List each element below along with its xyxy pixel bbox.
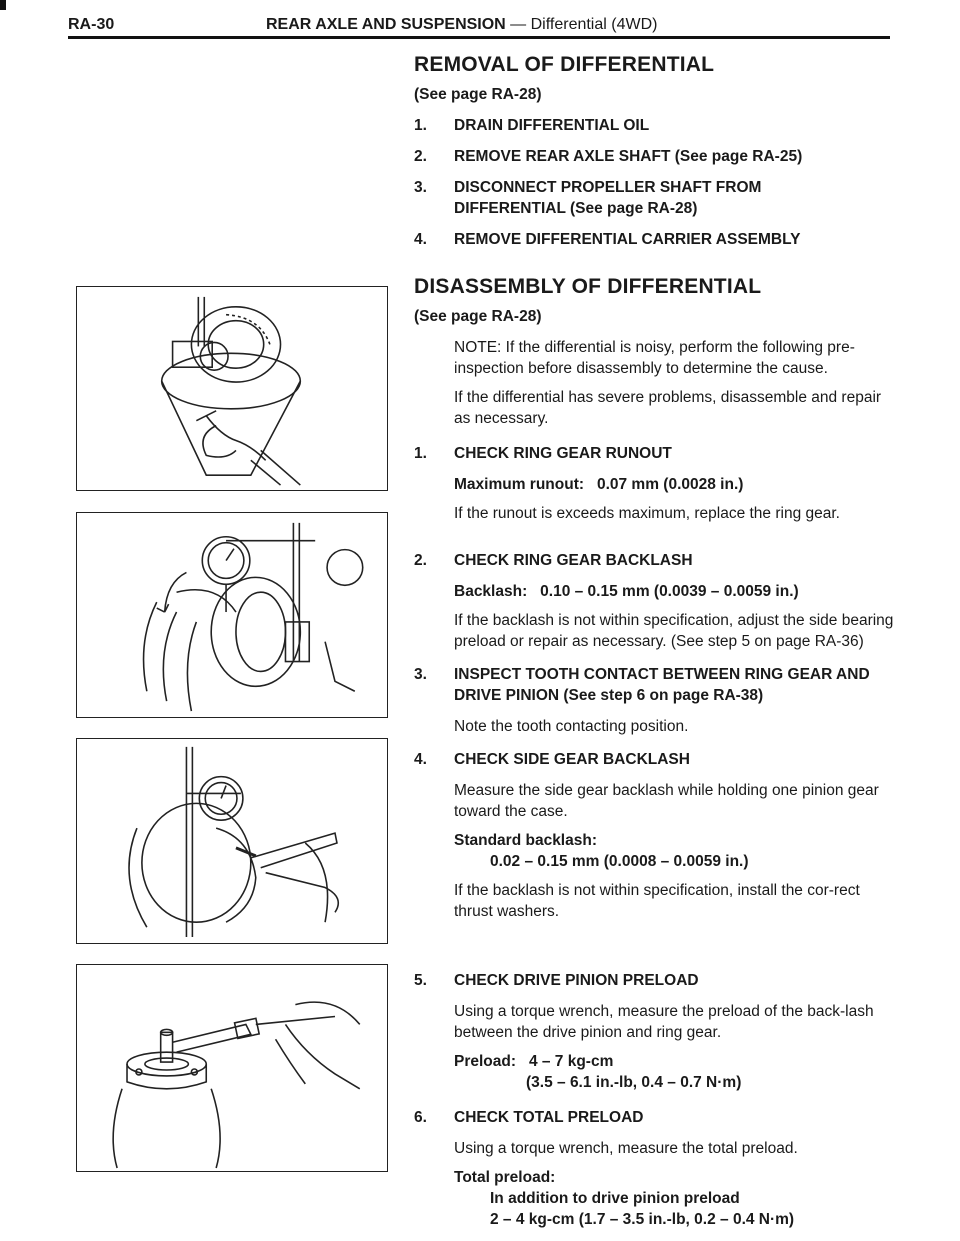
spec-value: 4 – 7 kg-cm	[528, 1053, 614, 1070]
header-rule	[68, 36, 890, 39]
removal-title: REMOVAL OF DIFFERENTIAL	[414, 53, 715, 76]
step-number: 3.	[414, 179, 427, 196]
removal-step-1	[414, 115, 894, 136]
step-number: 2.	[414, 148, 427, 165]
spec-backlash	[414, 581, 894, 602]
spec-value: 0.02 – 0.15 mm (0.0008 – 0.0059 in.)	[490, 853, 749, 870]
step-body: Using a torque wrench, measure the total preload.	[454, 1140, 798, 1157]
step-body-2: If the backlash is not within specification, install the cor-rect thrust washers.	[454, 882, 860, 920]
step-body: Measure the side gear backlash while holding one pinion gear toward the case.	[454, 782, 879, 820]
step-title: CHECK RING GEAR BACKLASH	[454, 552, 693, 569]
step-text: DISCONNECT PROPELLER SHAFT FROM DIFFERENTIAL (See page RA-28)	[454, 179, 762, 217]
spec-max-runout	[414, 474, 894, 495]
step-title: CHECK RING GEAR RUNOUT	[454, 445, 672, 462]
corner-mark	[0, 0, 6, 10]
step-total-preload	[414, 1107, 894, 1128]
spec-value: 0.07 mm (0.0028 in.)	[596, 476, 744, 493]
figure-ring-gear-backlash	[76, 512, 388, 718]
spec-label: Preload:	[454, 1053, 517, 1070]
step-drive-pinion-preload	[414, 970, 894, 991]
disassembly-see-ref: (See page RA-28)	[414, 308, 542, 325]
removal-step-2	[414, 146, 894, 167]
step-title: CHECK DRIVE PINION PRELOAD	[454, 972, 699, 989]
side-gear-illustration	[77, 739, 387, 943]
disassembly-title: DISASSEMBLY OF DIFFERENTIAL	[414, 275, 762, 298]
step-number: 3.	[414, 666, 427, 683]
step-text: REMOVE DIFFERENTIAL CARRIER ASSEMBLY	[454, 231, 801, 248]
header-subsection: Differential (4WD)	[530, 16, 658, 33]
step-tooth-contact	[414, 664, 894, 706]
spec-label: Maximum runout:	[454, 476, 585, 493]
header-title: REAR AXLE AND SUSPENSION — Differential (4WD)	[266, 16, 658, 33]
step-ring-gear-runout	[414, 443, 894, 464]
step-number: 4.	[414, 751, 427, 768]
spec-total-preload: Total preload:	[454, 1169, 556, 1186]
removal-step-3	[414, 177, 894, 219]
step-number: 1.	[414, 117, 427, 134]
removal-see-ref: (See page RA-28)	[414, 86, 542, 103]
step-ring-gear-backlash	[414, 550, 894, 571]
spec-label: Standard backlash:	[454, 832, 597, 849]
step-body: Using a torque wrench, measure the preload of the back-lash between the drive pinion and ring gear.	[454, 1003, 874, 1041]
removal-step-4	[414, 229, 894, 250]
spec-label: Backlash:	[454, 583, 528, 600]
step-number: 1.	[414, 445, 427, 462]
step-body: If the backlash is not within specification, adjust the side bearing preload or repair as necessary. (See step 5 on page RA-36)	[454, 612, 894, 650]
step-text: REMOVE REAR AXLE SHAFT (See page RA-25)	[454, 148, 803, 165]
spec-preload	[414, 1051, 894, 1072]
spec-value-2: (3.5 – 6.1 in.-lb, 0.4 – 0.7 N·m)	[526, 1074, 742, 1091]
step-text: DRAIN DIFFERENTIAL OIL	[454, 117, 650, 134]
step-number: 5.	[414, 972, 427, 989]
disassembly-note: NOTE: If the differential is noisy, perform the following pre-inspection before disassembly to determine the cause.	[454, 339, 855, 377]
header-section: REAR AXLE AND SUSPENSION	[266, 16, 506, 33]
step-side-gear-backlash	[414, 749, 894, 770]
step-title: CHECK SIDE GEAR BACKLASH	[454, 751, 690, 768]
step-title: INSPECT TOOTH CONTACT BETWEEN RING GEAR AND DRIVE PINION (See step 6 on page RA-38)	[454, 666, 870, 704]
step-number: 2.	[414, 552, 427, 569]
content-column	[414, 52, 894, 1238]
spec-value-2: 2 – 4 kg-cm (1.7 – 3.5 in.-lb, 0.2 – 0.4 N·m)	[490, 1211, 795, 1228]
step-title: CHECK TOTAL PRELOAD	[454, 1109, 644, 1126]
figure-side-gear-backlash	[76, 738, 388, 944]
step-body: If the runout is exceeds maximum, replace the ring gear.	[454, 505, 840, 522]
page-number: RA-30	[68, 16, 115, 33]
page-header	[68, 14, 890, 36]
figure-drive-pinion-preload	[76, 964, 388, 1172]
step-number: 6.	[414, 1109, 427, 1126]
backlash-illustration	[77, 513, 387, 717]
spec-standard-backlash	[414, 830, 894, 851]
runout-illustration	[77, 287, 387, 490]
spec-value: 0.10 – 0.15 mm (0.0039 – 0.0059 in.)	[540, 583, 799, 600]
disassembly-note-2: If the differential has severe problems, disassemble and repair as necessary.	[454, 389, 882, 427]
step-number: 4.	[414, 231, 427, 248]
step-body: Note the tooth contacting position.	[454, 718, 689, 735]
figure-ring-gear-runout	[76, 286, 388, 491]
spec-value: In addition to drive pinion preload	[490, 1190, 740, 1207]
preload-illustration	[77, 965, 387, 1171]
